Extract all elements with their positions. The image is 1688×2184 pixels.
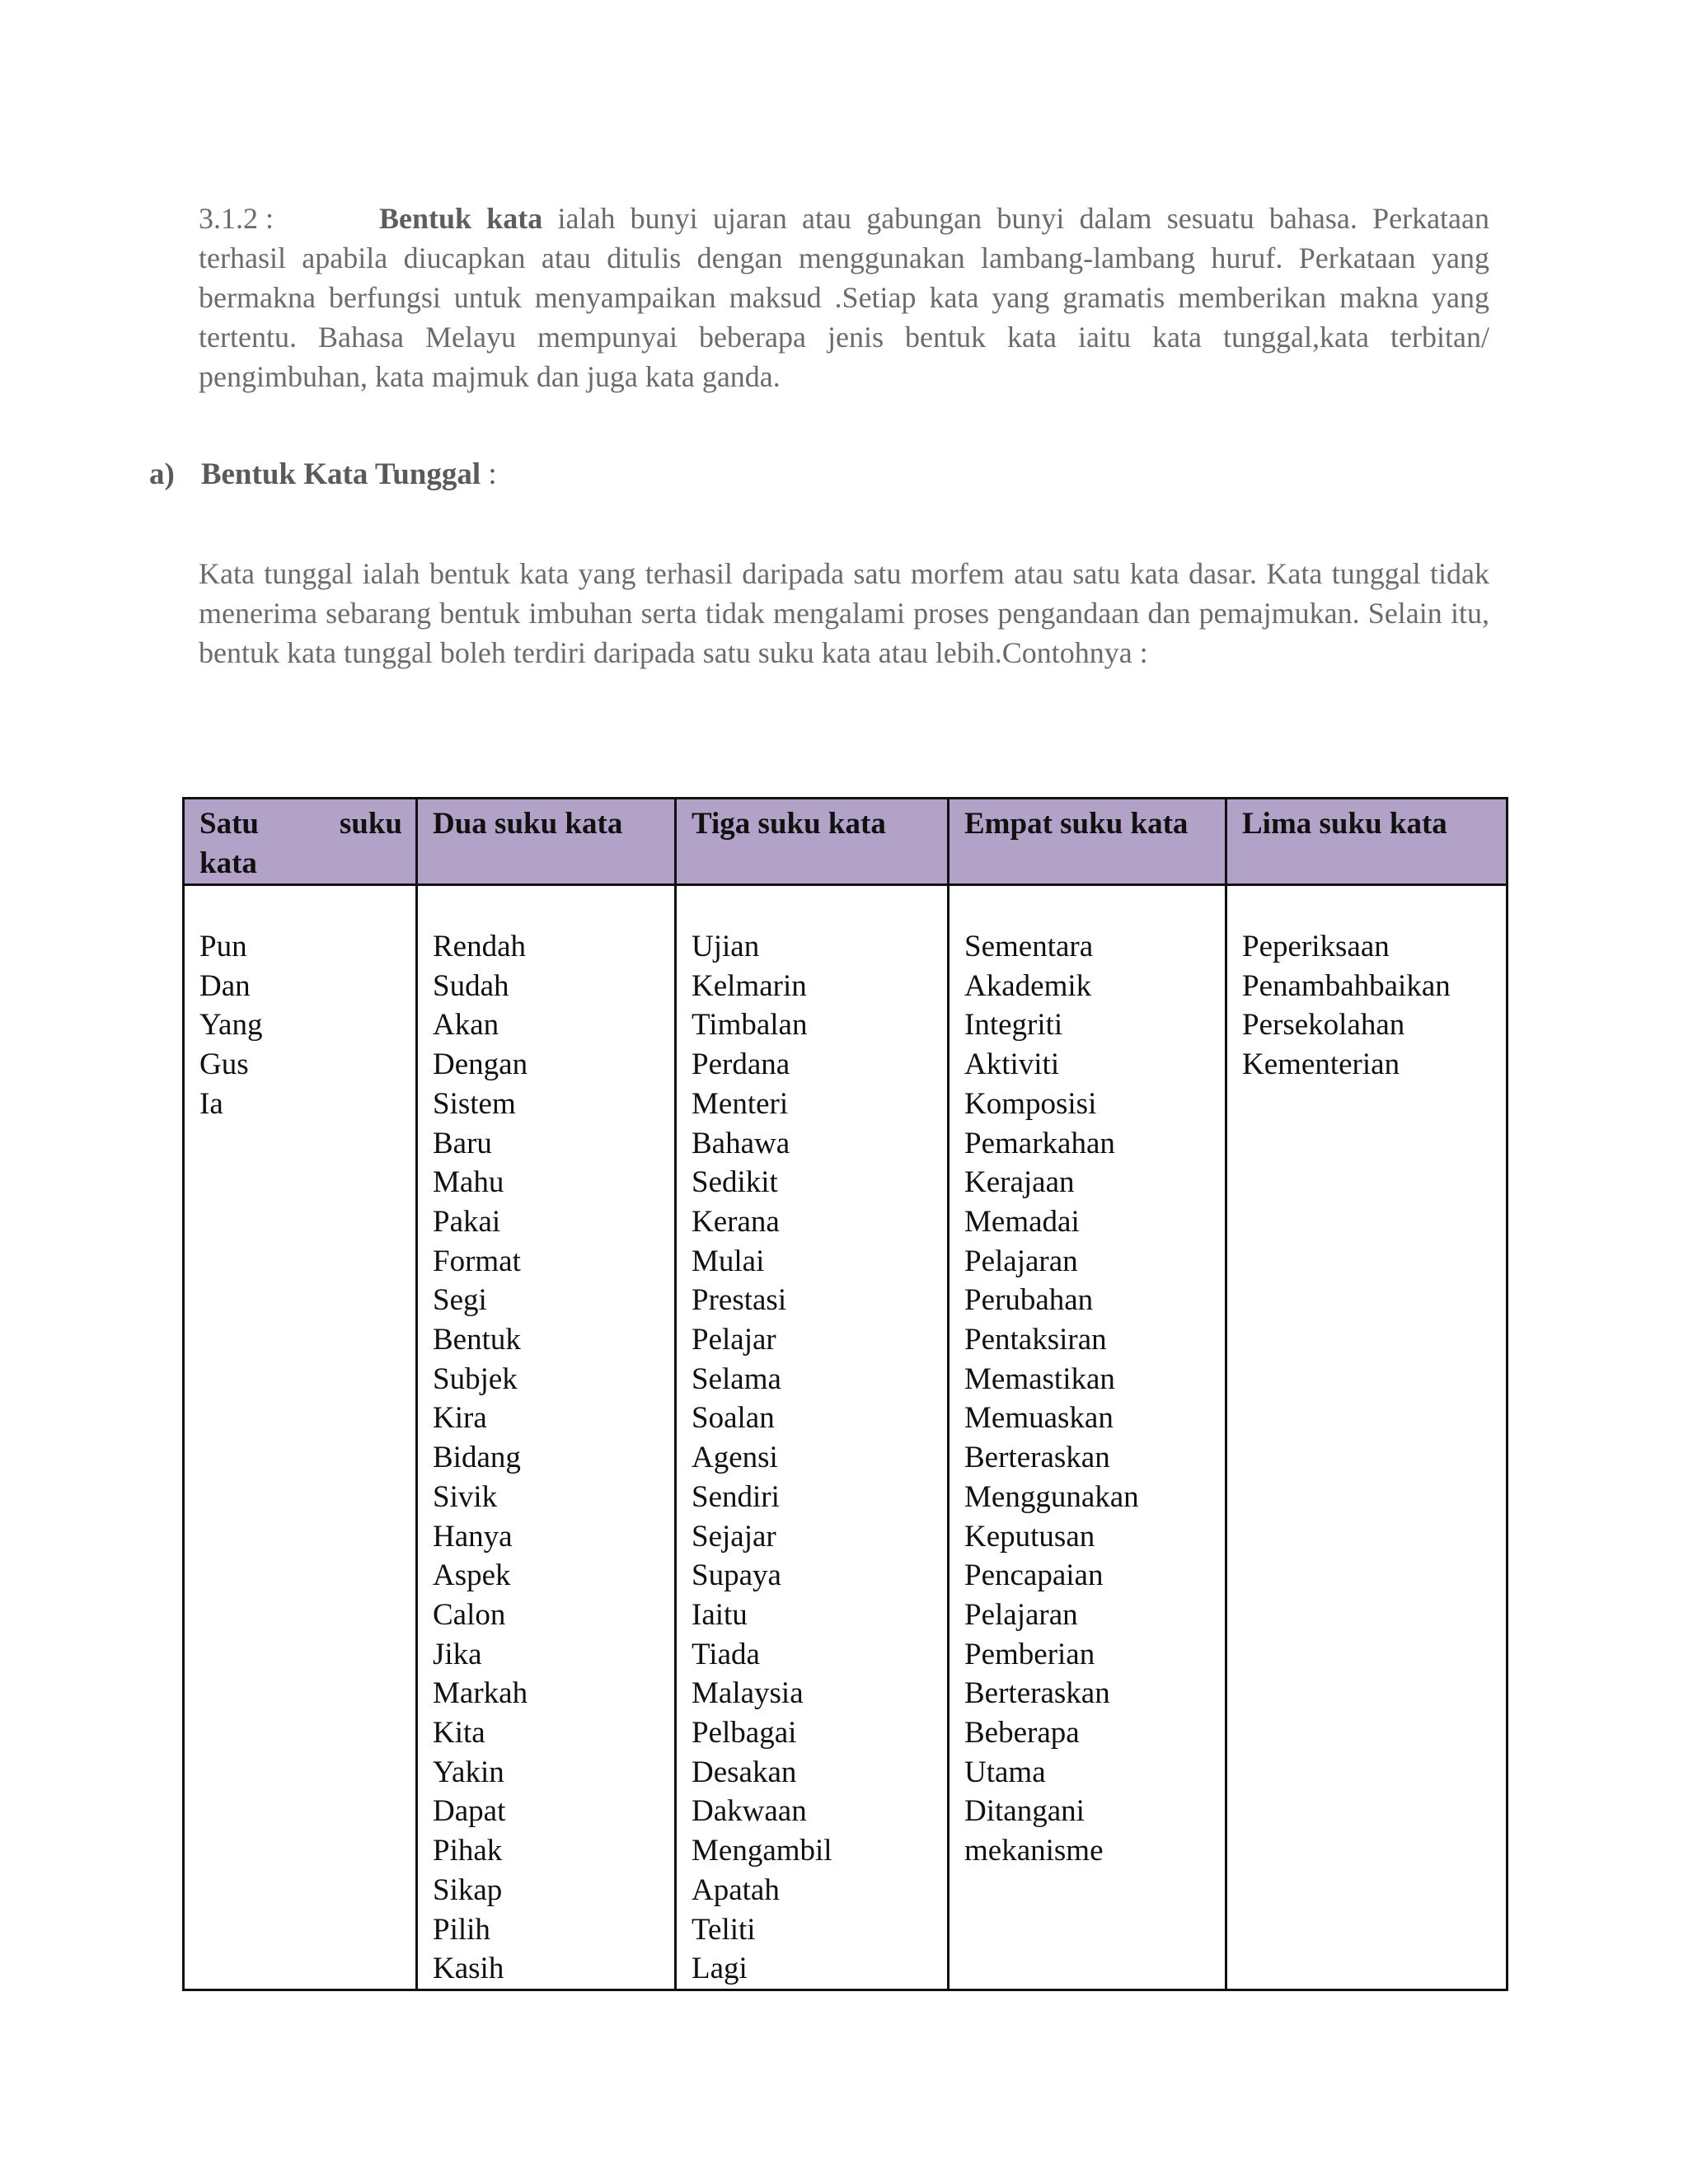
word-item: Format [433,1244,521,1278]
section-heading [149,455,497,494]
word-item: Kementerian [1242,1047,1400,1082]
syllable-table [182,797,1508,1991]
word-item: Rendah [433,930,527,963]
column-lima-suku-kata [1226,885,1507,1990]
header-satu-suku-kata [184,799,417,885]
header-dua-suku-kata: Dua suku kata [417,799,676,885]
word-item: Akademik [964,968,1092,1003]
word-item: Subjek [433,1361,518,1396]
word-item: Bidang [433,1441,521,1475]
word-item: Pemarkahan [964,1126,1115,1160]
word-item: Malaysia [692,1676,804,1711]
word-item: mekanisme [964,1834,1104,1868]
word-item: Supaya [692,1558,781,1593]
word-item: Pihak [433,1834,503,1868]
word-item: Yang [199,1008,263,1043]
word-item: Peperiksaan [1242,930,1390,963]
word-item: Teliti [692,1912,756,1947]
word-item: Timbalan [692,1008,808,1043]
word-item: Mahu [433,1165,504,1200]
word-item: Selama [692,1361,781,1396]
word-item: Komposisi [964,1086,1097,1121]
word-item: Sikap [433,1872,503,1907]
word-item: Ujian [692,930,760,963]
column-satu-suku-kata [184,885,417,1990]
word-item: Kita [433,1716,485,1750]
word-item: Yakin [433,1755,504,1789]
word-item: Bentuk [433,1323,521,1357]
word-item: Lagi [692,1952,748,1986]
word-item: Aktiviti [964,1047,1060,1082]
word-item: Pencapaian [964,1558,1104,1593]
word-item: Beberapa [964,1716,1080,1750]
word-item: Tiada [692,1637,760,1671]
word-item: Memadai [964,1204,1080,1239]
word-item: Persekolahan [1242,1008,1405,1043]
word-item: Calon [433,1597,506,1632]
word-item: Pelajaran [964,1597,1078,1632]
word-item: Ditangani [964,1794,1085,1829]
column-empat-suku-kata [949,885,1226,1990]
header-kata-word: kata [199,846,257,880]
column-dua-suku-kata [417,885,676,1990]
word-item: Sudah [433,968,509,1003]
word-item: Gus [199,1047,249,1082]
word-item: Akan [433,1008,499,1043]
table-row [184,885,1507,1990]
word-item: Penambahbaikan [1242,968,1451,1003]
header-lima-suku-kata: Lima suku kata [1226,799,1507,885]
header-satu-word: Satu [199,807,259,841]
word-item: Segi [433,1283,487,1318]
word-item: Desakan [692,1755,797,1789]
word-item: Menggunakan [964,1479,1139,1514]
word-item: Pelbagai [692,1716,797,1750]
word-item: Utama [964,1755,1046,1789]
word-item: Markah [433,1676,528,1711]
word-item: Memuaskan [964,1401,1114,1436]
word-item: Pakai [433,1204,501,1239]
word-item: Mengambil [692,1834,832,1868]
word-item: Sejajar [692,1519,776,1554]
word-item: Jika [433,1637,482,1671]
word-item: Dan [199,968,251,1003]
word-item: Berteraskan [964,1676,1110,1711]
word-item: Menteri [692,1086,789,1121]
word-item: Aspek [433,1558,511,1593]
word-item: Kelmarin [692,968,807,1003]
word-item: Berteraskan [964,1441,1110,1475]
word-item: Pemberian [964,1637,1095,1671]
word-item: Baru [433,1126,492,1160]
word-item: Perdana [692,1047,790,1082]
intro-text: ialah bunyi ujaran atau gabungan bunyi dalam sesuatu bahasa. Perkataan terhasil apabila diucapkan atau ditulis dengan menggunakan lambang-lambang huruf. Perkataan yang bermakna berfungsi untuk menyampaikan maksud .Setiap kata yang gramatis memberikan makna yang tertentu. Bahasa Melayu mempunyai beberapa jenis bentuk kata iaitu kata tunggal,kata terbitan/ pengimbuhan, kata majmuk dan juga kata ganda. [199,202,1490,393]
column-tiga-suku-kata [676,885,949,1990]
header-suku-word: suku [339,807,402,841]
word-item: Keputusan [964,1519,1095,1554]
word-item: Pentaksiran [964,1323,1107,1357]
word-item: Sistem [433,1086,516,1121]
word-item: Pilih [433,1912,490,1947]
word-item: Apatah [692,1872,780,1907]
word-item: Pelajar [692,1323,776,1357]
word-item: Memastikan [964,1361,1115,1396]
header-empat-suku-kata: Empat suku kata [949,799,1226,885]
word-item: Kasih [433,1952,504,1986]
word-item: Agensi [692,1441,778,1475]
word-item: Sedikit [692,1165,778,1200]
word-item: Kerajaan [964,1165,1075,1200]
section-label: a) [149,457,175,491]
word-item: Prestasi [692,1283,787,1318]
word-item: Sementara [964,930,1094,963]
word-item: Mulai [692,1244,765,1278]
word-item: Ia [199,1086,223,1121]
word-item: Iaitu [692,1597,748,1632]
word-item: Pun [199,930,247,963]
word-item: Dengan [433,1047,528,1082]
word-item: Integriti [964,1008,1063,1043]
word-item: Pelajaran [964,1244,1078,1278]
section-title: Bentuk Kata Tunggal [200,457,481,491]
section-number: 3.1.2 : [199,202,274,235]
table-header-row [184,799,1507,885]
word-item: Dakwaan [692,1794,807,1829]
word-item: Sendiri [692,1479,780,1514]
word-item: Hanya [433,1519,513,1554]
word-item: Sivik [433,1479,498,1514]
word-item: Soalan [692,1401,775,1436]
word-item: Kira [433,1401,487,1436]
intro-term: Bentuk kata [379,202,543,235]
word-item: Perubahan [964,1283,1094,1318]
definition-paragraph: Kata tunggal ialah bentuk kata yang terhasil daripada satu morfem atau satu kata dasar. Kata tunggal tidak menerima sebarang bentuk imbuhan serta tidak mengalami proses pengandaan dan pemajmukan. Selain itu, bentuk kata tunggal boleh terdiri daripada satu suku kata atau lebih.Contohnya : [199,557,1489,669]
word-item: Bahawa [692,1126,790,1160]
intro-paragraph [199,199,1489,396]
section-colon: : [481,457,497,491]
header-tiga-suku-kata: Tiga suku kata [676,799,949,885]
word-item: Dapat [433,1794,506,1829]
word-item: Kerana [692,1204,780,1239]
